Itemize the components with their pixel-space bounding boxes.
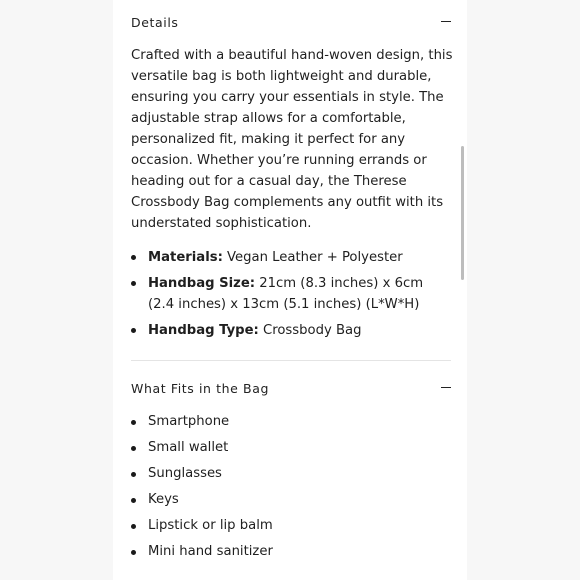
list-item xyxy=(131,273,451,315)
list-item xyxy=(131,247,451,268)
list-item xyxy=(131,320,451,341)
spec-value-size: 21cm (8.3 inches) x 6cm (2.4 inches) x 13cm (5.1 inches) (L*W*H) xyxy=(148,276,424,312)
spec-label-type: Handbag Type: xyxy=(148,323,259,338)
details-description: Crafted with a beautiful hand-woven design, this versatile bag is both lightweight and durable, ensuring you carry your essentials in style. The adjustable strap allows for a comfortable, personalized fit, making it perfect for any occasion. Whether you’re running errands or heading out for a casual day, the Therese Crossbody Bag complements any outfit with its understated sophistication. xyxy=(131,48,453,231)
details-spec-list xyxy=(131,247,451,346)
scrollbar[interactable] xyxy=(461,146,464,280)
spec-label-size: Handbag Size: xyxy=(148,276,256,291)
section-divider xyxy=(131,360,451,361)
spec-label-materials: Materials: xyxy=(148,250,223,265)
details-accordion-header[interactable] xyxy=(131,12,451,32)
list-item: Smartphone xyxy=(131,409,451,435)
list-item: Sunglasses xyxy=(131,461,451,487)
list-item: Mini hand sanitizer xyxy=(131,539,451,565)
fits-title: What Fits in the Bag xyxy=(131,380,269,396)
details-title: Details xyxy=(131,14,179,30)
list-item: Keys xyxy=(131,487,451,513)
fits-list xyxy=(131,409,451,565)
fits-accordion-header[interactable] xyxy=(131,378,451,398)
product-details-panel xyxy=(113,0,467,580)
minus-icon[interactable] xyxy=(441,17,451,27)
spec-value-type: Crossbody Bag xyxy=(258,323,362,338)
minus-icon[interactable] xyxy=(441,383,451,393)
spec-value-materials: Vegan Leather + Polyester xyxy=(222,250,403,265)
list-item: Small wallet xyxy=(131,435,451,461)
list-item: Lipstick or lip balm xyxy=(131,513,451,539)
